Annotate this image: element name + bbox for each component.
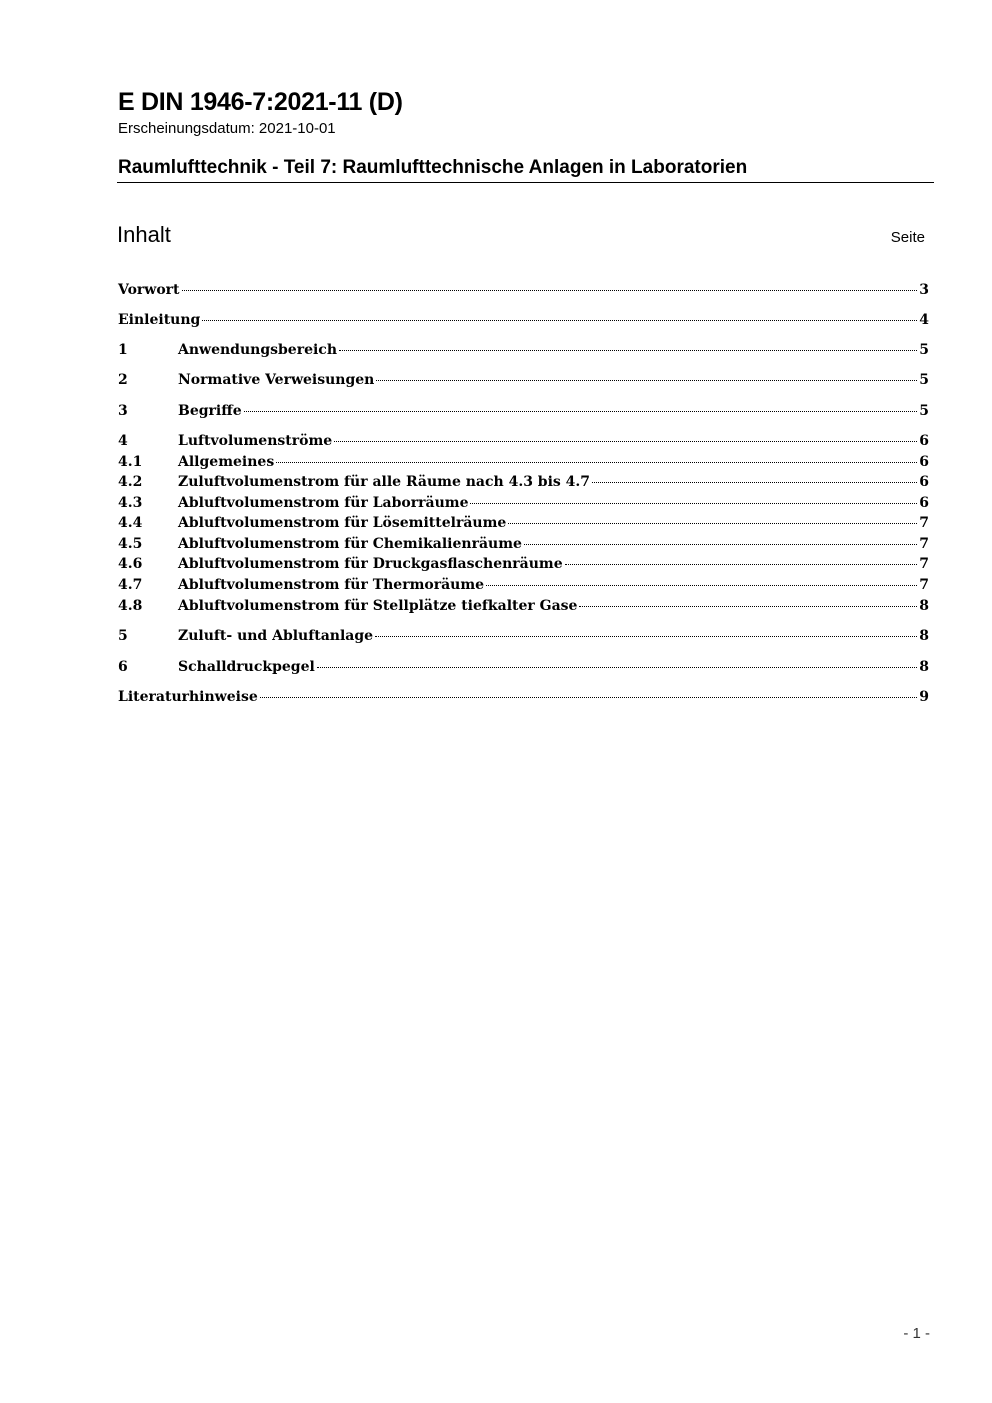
toc-entry-number: 4.4	[118, 515, 143, 531]
toc-entry-page: 6	[919, 433, 929, 449]
toc-entry-number: 4.7	[118, 577, 143, 593]
toc-entry-title: Luftvolumenströme	[178, 433, 333, 449]
toc-entry-number: 4	[118, 433, 128, 449]
toc-entry-title: Abluftvolumenstrom für Chemikalienräume	[178, 536, 522, 552]
toc-entry-page: 7	[919, 536, 929, 552]
toc-dot-leader	[565, 564, 918, 565]
toc-entry-page: 7	[919, 515, 929, 531]
toc-entry-5[interactable]	[118, 626, 929, 646]
toc-dot-leader	[470, 503, 917, 504]
toc-entry-page: 7	[919, 577, 929, 593]
toc-entry-page: 3	[919, 282, 929, 298]
toc-dot-leader	[376, 380, 917, 381]
toc-entry-page: 6	[919, 474, 929, 490]
toc-entry-3[interactable]	[118, 401, 929, 421]
toc-entry-number: 5	[118, 628, 128, 644]
toc-entry-page: 9	[919, 689, 929, 705]
toc-entry-title: Abluftvolumenstrom für Laborräume	[178, 495, 469, 511]
toc-entry-number: 4.6	[118, 556, 143, 572]
toc-entry-4-1[interactable]	[118, 452, 929, 472]
toc-entry-number: 1	[118, 342, 128, 358]
toc-entry-4-4[interactable]	[118, 513, 929, 533]
toc-entry-page: 6	[919, 454, 929, 470]
toc-entry-4-5[interactable]	[118, 534, 929, 554]
toc-entry-einleitung[interactable]	[118, 310, 929, 330]
toc-entry-number: 4.3	[118, 495, 143, 511]
toc-entry-title: Abluftvolumenstrom für Stellplätze tiefkalter Gase	[178, 598, 578, 614]
toc-entry-page: 7	[919, 556, 929, 572]
toc-entry-1[interactable]	[118, 340, 929, 360]
toc-entry-title: Literaturhinweise	[118, 689, 258, 705]
toc-entry-page: 5	[919, 372, 929, 388]
toc-entry-4-3[interactable]	[118, 493, 929, 513]
toc-entry-title: Allgemeines	[178, 454, 275, 470]
publication-date: Erscheinungsdatum: 2021-10-01	[118, 120, 336, 137]
toc-entry-4-7[interactable]	[118, 575, 929, 595]
toc-entry-title: Abluftvolumenstrom für Lösemittelräume	[178, 515, 507, 531]
toc-entry-number: 4.1	[118, 454, 143, 470]
toc-entry-page: 5	[919, 403, 929, 419]
toc-dot-leader	[334, 441, 917, 442]
toc-entry-title: Schalldruckpegel	[178, 659, 315, 675]
toc-dot-leader	[202, 320, 917, 321]
toc-entry-title: Abluftvolumenstrom für Druckgasflaschenräume	[178, 556, 563, 572]
toc-page-column-label: Seite	[890, 229, 925, 246]
toc-entry-4-8[interactable]	[118, 596, 929, 616]
toc-entry-number: 4.5	[118, 536, 143, 552]
toc-dot-leader	[339, 350, 917, 351]
page-number: - 1 -	[903, 1325, 930, 1342]
toc-dot-leader	[592, 482, 917, 483]
toc-entry-number: 6	[118, 659, 128, 675]
toc-entry-2[interactable]	[118, 370, 929, 390]
toc-entry-number: 4.8	[118, 598, 143, 614]
toc-dot-leader	[375, 636, 917, 637]
title-divider	[117, 182, 934, 183]
toc-dot-leader	[486, 585, 917, 586]
toc-entry-page: 8	[919, 628, 929, 644]
toc-dot-leader	[260, 697, 918, 698]
toc-dot-leader	[276, 462, 917, 463]
toc-heading: Inhalt	[117, 222, 171, 247]
toc-entry-title: Normative Verweisungen	[178, 372, 375, 388]
toc-entry-4-2[interactable]	[118, 472, 929, 492]
document-title: E DIN 1946-7:2021-11 (D)	[118, 88, 403, 116]
toc-dot-leader	[579, 606, 917, 607]
toc-entry-title: Anwendungsbereich	[178, 342, 337, 358]
toc-dot-leader	[182, 290, 918, 291]
toc-entry-page: 8	[919, 598, 929, 614]
toc-entry-number: 3	[118, 403, 128, 419]
document-subtitle: Raumlufttechnik - Teil 7: Raumlufttechnische Anlagen in Laboratorien	[118, 157, 748, 178]
toc-entry-number: 4.2	[118, 474, 143, 490]
toc-entry-4[interactable]	[118, 431, 929, 451]
toc-entry-title: Begriffe	[178, 403, 242, 419]
toc-entry-page: 8	[919, 659, 929, 675]
toc-entry-title: Abluftvolumenstrom für Thermoräume	[178, 577, 485, 593]
toc-entry-number: 2	[118, 372, 128, 388]
toc-dot-leader	[508, 523, 917, 524]
toc-entry-page: 5	[919, 342, 929, 358]
toc-entry-vorwort[interactable]	[118, 280, 929, 300]
toc-entry-6[interactable]	[118, 657, 929, 677]
toc-entry-title: Einleitung	[118, 312, 201, 328]
toc-dot-leader	[317, 667, 917, 668]
toc-entry-title: Zuluftvolumenstrom für alle Räume nach 4.3 bis 4.7	[178, 474, 591, 490]
toc-dot-leader	[524, 544, 917, 545]
toc-entry-title: Zuluft- und Abluftanlage	[178, 628, 374, 644]
toc-entry-literaturhinweise[interactable]	[118, 687, 929, 707]
toc-dot-leader	[244, 411, 918, 412]
toc-entry-title: Vorwort	[118, 282, 180, 298]
toc-entry-4-6[interactable]	[118, 554, 929, 574]
toc-entry-page: 4	[919, 312, 929, 328]
toc-entry-page: 6	[919, 495, 929, 511]
